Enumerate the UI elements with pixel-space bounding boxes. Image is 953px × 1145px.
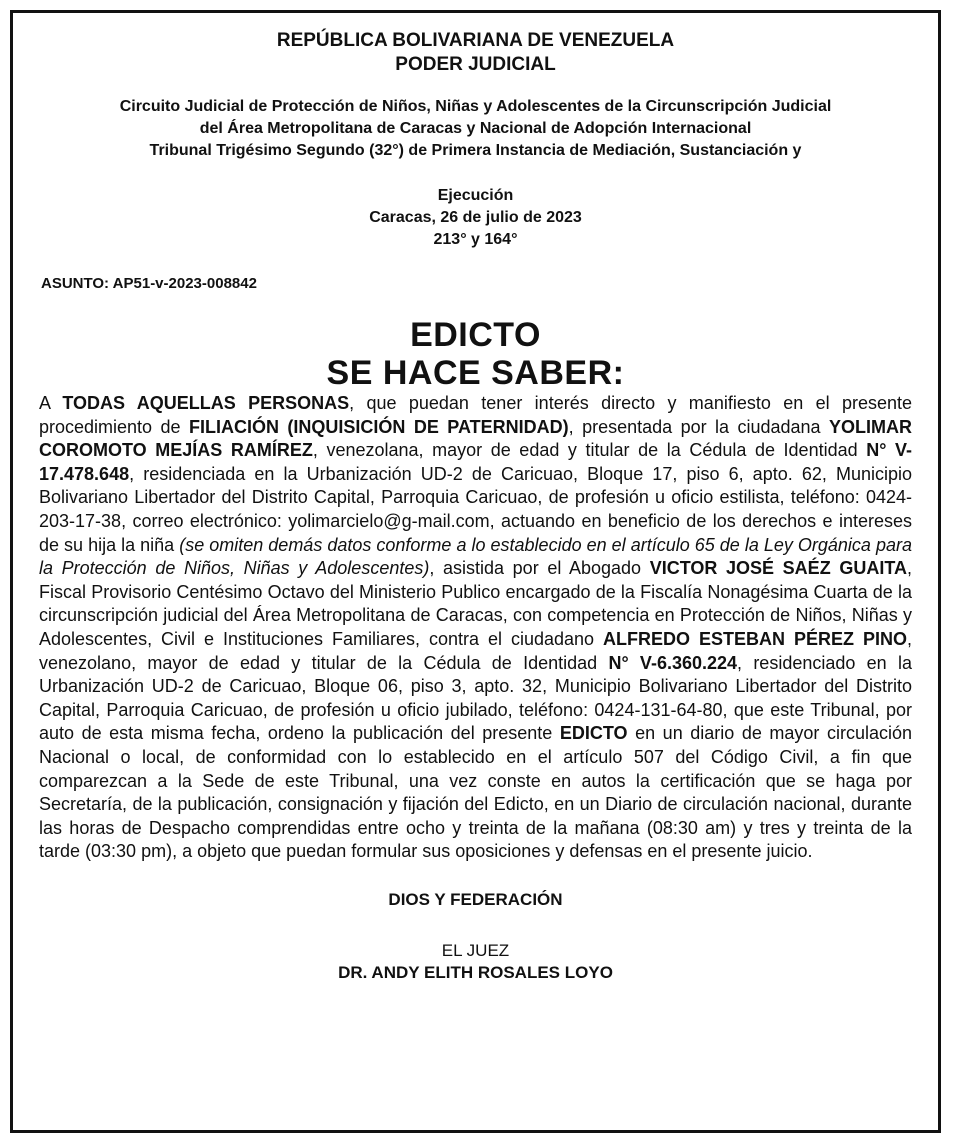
signer-name: DR. ANDY ELITH ROSALES LOYO xyxy=(338,962,613,982)
body-text: , presentada por la ciudadana xyxy=(568,416,829,437)
body-italic-text: (se omiten demás datos conforme a lo establecido en el artículo 65 de la Ley Orgánica para la Protección de Niños, Niñas y Adolescentes) xyxy=(39,534,912,579)
court-line-1: Circuito Judicial de Protección de Niños, Niñas y Adolescentes de la Circunscripción Judicial xyxy=(119,98,832,115)
edict-body xyxy=(39,392,912,864)
applicant-id: N° V-17.478.648 xyxy=(39,440,912,484)
body-text: A xyxy=(39,393,63,413)
body-text: , venezolana, mayor de edad y titular de la Cédula de Identidad xyxy=(312,440,867,461)
court-line-2: del Área Metropolitana de Caracas y Nacional de Adopción Internacional xyxy=(199,120,752,137)
case-number: ASUNTO: AP51-v-2023-008842 xyxy=(41,275,257,292)
signer-role: EL JUEZ xyxy=(441,940,510,960)
closing-motto: DIOS Y FEDERACIÓN xyxy=(388,889,563,909)
body-bold-text: EDICTO xyxy=(559,723,628,744)
document-border xyxy=(10,10,941,1133)
years: 213° y 164° xyxy=(433,231,518,248)
court-line-3: Tribunal Trigésimo Segundo (32°) de Primera Instancia de Mediación, Sustanciación y xyxy=(149,142,802,159)
court-line-4: Ejecución xyxy=(437,187,514,204)
respondent-name: ALFREDO ESTEBAN PÉREZ PINO xyxy=(603,628,907,649)
applicant-name: YOLIMAR COROMOTO MEJÍAS RAMÍREZ xyxy=(39,416,912,461)
body-text: , residenciada en la Urbanización UD-2 de Caricuao, Bloque 17, piso 6, apto. 62, Municipio Bolivariano Libertador del Distrito Capital, Parroquia Caricuao, de profesión u oficio estilista, teléfono: 0424-203-17-38, correo electrónico: yolimarcielo@g-mail.com, actuando en beneficio de los derechos e intereses de su hija la niña xyxy=(39,463,912,555)
body-bold-text: TODAS AQUELLAS PERSONAS xyxy=(62,393,350,413)
body-text: en un diario de mayor circulación Nacional o local, de conformidad con lo establecido en el artículo 507 del Código Civil, a fin que comparezcan a la Sede de este Tribunal, una vez conste en autos la certificación que se haga por Secretaría, de la publicación, consignación y fijación del Edicto, en un Diario de circulación nacional, durante las horas de Despacho comprendidas entre ocho y treinta de la mañana (08:30 am) y tres y treinta de la tarde (03:30 pm), a objeto que puedan formular sus oposiciones y defensas en el presente juicio. xyxy=(39,723,913,862)
body-text: , residenciado en la Urbanización UD-2 de Caricuao, Bloque 06, piso 3, apto. 32, Municipio Bolivariano Libertador del Distrito Capital, Parroquia Caricuao, de profesión u oficio jubilado, teléfono: 0424-131-64-80, que este Tribunal, por auto de esta misma fecha, ordeno la publicación del presente xyxy=(39,652,912,744)
header-country: REPÚBLICA BOLIVARIANA DE VENEZUELA xyxy=(276,30,675,51)
body-text: , venezolano, mayor de edad y titular de la Cédula de Identidad xyxy=(39,628,913,673)
body-text: , asistida por el Abogado xyxy=(429,558,650,579)
title-edicto: EDICTO xyxy=(410,316,541,354)
document-content xyxy=(39,13,912,984)
title-se-hace-saber: SE HACE SABER: xyxy=(326,354,625,392)
body-text: , Fiscal Provisorio Centésimo Octavo del Ministerio Publico encargado de la Fiscalía Nonagésima Cuarta de la circunscripción judicial del Área Metropolitana de Caracas, con competencia en Protección de Niños, Niñas y Adolescentes, Civil e Instituciones Familiares, contra el ciudadano xyxy=(39,558,913,649)
body-bold-text: FILIACIÓN (INQUISICIÓN DE PATERNIDAD) xyxy=(188,416,569,437)
header-power: PODER JUDICIAL xyxy=(395,54,556,75)
attorney-name: VICTOR JOSÉ SAÉZ GUAITA xyxy=(649,558,907,579)
body-text: , que puedan tener interés directo y manifiesto en el presente procedimiento de xyxy=(39,393,912,437)
place-date: Caracas, 26 de julio de 2023 xyxy=(369,209,582,226)
respondent-id: N° V-6.360.224 xyxy=(608,652,738,673)
